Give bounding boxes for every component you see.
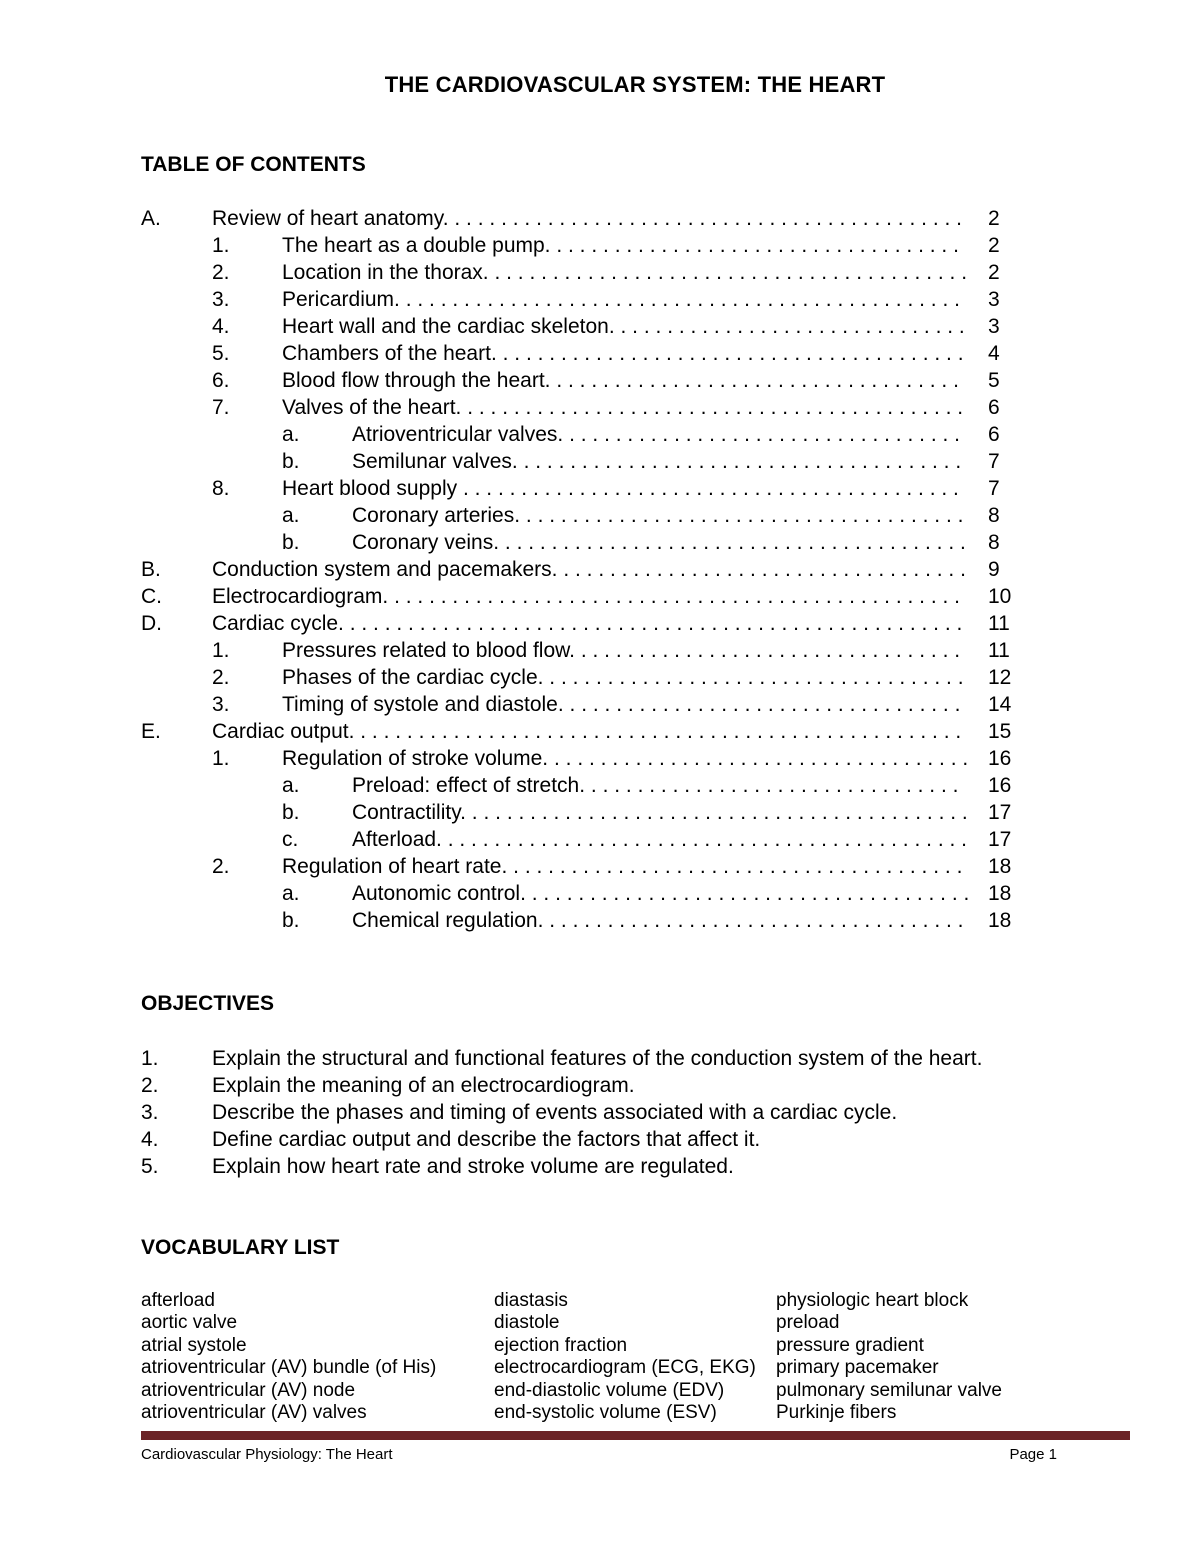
toc-entry xyxy=(141,637,1041,664)
objective-number: 5. xyxy=(141,1155,159,1178)
vocabulary-column xyxy=(141,1290,436,1424)
toc-entry-label: Timing of systole and diastole. . . . . . . . . . . . . . . . . . . . . . . . . . . . . . . . . . . xyxy=(282,693,961,716)
toc-entry-marker: 8. xyxy=(212,477,230,500)
toc-entry-marker: b. xyxy=(282,450,300,473)
toc-entry-page: 7 xyxy=(988,477,1000,500)
objective-number: 1. xyxy=(141,1047,159,1070)
toc-entry xyxy=(141,691,1041,718)
toc-entry-marker: c. xyxy=(282,828,299,851)
toc-entry-marker: 2. xyxy=(212,261,230,284)
toc-entry-page: 16 xyxy=(988,747,1012,770)
toc-entry-page: 14 xyxy=(988,693,1012,716)
toc-entry-page: 10 xyxy=(988,585,1012,608)
vocabulary-term: end-diastolic volume (EDV) xyxy=(494,1379,725,1401)
table-of-contents xyxy=(141,205,1041,934)
toc-entry xyxy=(141,340,1041,367)
objective-text: Describe the phases and timing of events associated with a cardiac cycle. xyxy=(212,1101,898,1124)
toc-entry-page: 2 xyxy=(988,234,1000,257)
vocabulary-term: aortic valve xyxy=(141,1312,238,1334)
vocabulary-term: pressure gradient xyxy=(776,1334,924,1356)
toc-entry-label: Blood flow through the heart. . . . . . . . . . . . . . . . . . . . . . . . . . . . . . . . . . . . xyxy=(282,369,959,392)
toc-entry-page: 17 xyxy=(988,828,1012,851)
toc-entry-page: 11 xyxy=(988,612,1010,635)
vocabulary-term: diastole xyxy=(494,1312,560,1334)
toc-entry-page: 8 xyxy=(988,531,1000,554)
toc-entry-page: 17 xyxy=(988,801,1012,824)
toc-entry-label: Phases of the cardiac cycle. . . . . . . . . . . . . . . . . . . . . . . . . . . . . . . . . . . . . xyxy=(282,666,964,689)
footer-page-number: Page 1 xyxy=(1009,1446,1057,1463)
vocabulary-heading: VOCABULARY LIST xyxy=(141,1236,340,1259)
toc-entry-page: 12 xyxy=(988,666,1012,689)
objective-item xyxy=(141,1072,1141,1099)
toc-entry-label: Conduction system and pacemakers. . . . . . . . . . . . . . . . . . . . . . . . . . . . . . . . . . . . xyxy=(212,558,966,581)
toc-entry-label: Electrocardiogram. . . . . . . . . . . . . . . . . . . . . . . . . . . . . . . . . . . . . . . . . . . . . . . . . . xyxy=(212,585,961,608)
toc-entry-marker: a. xyxy=(282,504,300,527)
objective-text: Explain the meaning of an electrocardiogram. xyxy=(212,1074,635,1097)
vocabulary-term: diastasis xyxy=(494,1290,568,1311)
toc-entry-marker: b. xyxy=(282,909,300,932)
toc-entry-marker: C. xyxy=(141,585,162,608)
toc-entry-page: 6 xyxy=(988,396,1000,419)
toc-entry-label: Semilunar valves. . . . . . . . . . . . . . . . . . . . . . . . . . . . . . . . . . . . . . . xyxy=(352,450,962,473)
vocabulary-term: electrocardiogram (ECG, EKG) xyxy=(494,1357,756,1379)
toc-heading: TABLE OF CONTENTS xyxy=(141,153,366,176)
toc-entry-label: Regulation of stroke volume. . . . . . . . . . . . . . . . . . . . . . . . . . . . . . . . . . . . . xyxy=(282,747,969,770)
objective-text: Define cardiac output and describe the factors that affect it. xyxy=(212,1128,761,1151)
toc-entry-page: 6 xyxy=(988,423,1000,446)
toc-entry-marker: a. xyxy=(282,774,300,797)
vocabulary-column xyxy=(776,1290,1002,1424)
toc-entry-page: 18 xyxy=(988,882,1012,905)
toc-entry xyxy=(141,259,1041,286)
toc-entry xyxy=(141,799,1041,826)
toc-entry-page: 3 xyxy=(988,288,1000,311)
toc-entry xyxy=(141,907,1041,934)
vocabulary-term: physiologic heart block xyxy=(776,1290,969,1311)
vocabulary-term: preload xyxy=(776,1312,840,1334)
toc-entry-label: Pressures related to blood flow. . . . . . . . . . . . . . . . . . . . . . . . . . . . . . . . . . xyxy=(282,639,961,662)
objective-text: Explain how heart rate and stroke volume are regulated. xyxy=(212,1155,734,1178)
toc-entry-marker: 3. xyxy=(212,693,230,716)
vocabulary-term: atrioventricular (AV) valves xyxy=(141,1402,367,1424)
toc-entry-marker: A. xyxy=(141,207,161,230)
toc-entry-marker: B. xyxy=(141,558,161,581)
objective-item xyxy=(141,1126,1141,1153)
toc-entry-label: Chemical regulation. . . . . . . . . . . . . . . . . . . . . . . . . . . . . . . . . . . . . xyxy=(352,909,964,932)
vocabulary-column xyxy=(494,1290,756,1424)
toc-entry-marker: 5. xyxy=(212,342,230,365)
toc-entry xyxy=(141,556,1041,583)
toc-entry-label: Location in the thorax. . . . . . . . . . . . . . . . . . . . . . . . . . . . . . . . . . . . . . . . . . xyxy=(282,261,968,284)
toc-entry-marker: 2. xyxy=(212,666,230,689)
toc-entry-label: Autonomic control. . . . . . . . . . . . . . . . . . . . . . . . . . . . . . . . . . . . . . . xyxy=(352,882,970,905)
toc-entry-label: Chambers of the heart. . . . . . . . . . . . . . . . . . . . . . . . . . . . . . . . . . . . . . . . . xyxy=(282,342,964,365)
vocabulary-term: pulmonary semilunar valve xyxy=(776,1379,1002,1401)
toc-entry-marker: E. xyxy=(141,720,161,743)
toc-entry xyxy=(141,826,1041,853)
toc-entry-marker: 7. xyxy=(212,396,230,419)
toc-entry-label: The heart as a double pump. . . . . . . . . . . . . . . . . . . . . . . . . . . . . . . . . . . . xyxy=(282,234,959,257)
toc-entry xyxy=(141,772,1041,799)
toc-entry-page: 4 xyxy=(988,342,1000,365)
vocabulary-term: atrial systole xyxy=(141,1334,247,1356)
toc-entry-label: Coronary veins. . . . . . . . . . . . . . . . . . . . . . . . . . . . . . . . . . . . . . . . . xyxy=(352,531,966,554)
vocabulary-term: atrioventricular (AV) node xyxy=(141,1379,356,1401)
toc-entry-page: 18 xyxy=(988,909,1012,932)
document-title: THE CARDIOVASCULAR SYSTEM: THE HEART xyxy=(384,72,886,97)
toc-entry-marker: D. xyxy=(141,612,162,635)
toc-entry-label: Heart wall and the cardiac skeleton. . . . . . . . . . . . . . . . . . . . . . . . . . . . . . . xyxy=(282,315,965,338)
toc-entry-label: Review of heart anatomy. . . . . . . . . . . . . . . . . . . . . . . . . . . . . . . . . . . . . . . . . . . . . xyxy=(212,207,962,230)
toc-entry xyxy=(141,421,1041,448)
toc-entry-marker: 1. xyxy=(212,639,230,662)
toc-entry-page: 2 xyxy=(988,207,1000,230)
footer-title: Cardiovascular Physiology: The Heart xyxy=(141,1446,393,1463)
objective-number: 2. xyxy=(141,1074,159,1097)
vocabulary-term: atrioventricular (AV) bundle (of His) xyxy=(141,1357,437,1379)
toc-entry-marker: a. xyxy=(282,423,300,446)
toc-entry-marker: 6. xyxy=(212,369,230,392)
objective-number: 3. xyxy=(141,1101,159,1124)
toc-entry-label: Cardiac output. . . . . . . . . . . . . . . . . . . . . . . . . . . . . . . . . . . . . . . . . . . . . . . . . . . . . xyxy=(212,720,962,743)
toc-entry-page: 11 xyxy=(988,639,1010,662)
toc-entry-page: 18 xyxy=(988,855,1012,878)
toc-entry-marker: b. xyxy=(282,801,300,824)
toc-entry xyxy=(141,367,1041,394)
toc-entry-page: 15 xyxy=(988,720,1012,743)
toc-entry-label: Coronary arteries. . . . . . . . . . . . . . . . . . . . . . . . . . . . . . . . . . . . . . . xyxy=(352,504,964,527)
toc-entry-label: Regulation of heart rate. . . . . . . . . . . . . . . . . . . . . . . . . . . . . . . . . . . . . . . . xyxy=(282,855,963,878)
toc-entry xyxy=(141,745,1041,772)
footer-rule xyxy=(141,1431,1130,1440)
toc-entry xyxy=(141,475,1041,502)
objective-item xyxy=(141,1045,1141,1072)
toc-entry xyxy=(141,502,1041,529)
toc-entry-page: 8 xyxy=(988,504,1000,527)
toc-entry xyxy=(141,286,1041,313)
toc-entry xyxy=(141,664,1041,691)
toc-entry xyxy=(141,205,1041,232)
toc-entry-page: 3 xyxy=(988,315,1000,338)
toc-entry-label: Valves of the heart. . . . . . . . . . . . . . . . . . . . . . . . . . . . . . . . . . . . . . . . . . . . xyxy=(282,396,964,419)
toc-entry-marker: a. xyxy=(282,882,300,905)
toc-entry-label: Contractility. . . . . . . . . . . . . . . . . . . . . . . . . . . . . . . . . . . . . . . . . . . . xyxy=(352,801,968,824)
toc-entry-page: 7 xyxy=(988,450,1000,473)
toc-entry xyxy=(141,448,1041,475)
toc-entry-marker: 1. xyxy=(212,747,230,770)
toc-entry-marker: 1. xyxy=(212,234,230,257)
toc-entry xyxy=(141,610,1041,637)
vocabulary-term: Purkinje fibers xyxy=(776,1402,897,1424)
toc-entry xyxy=(141,313,1041,340)
toc-entry xyxy=(141,232,1041,259)
toc-entry-page: 5 xyxy=(988,369,1000,392)
toc-entry-page: 9 xyxy=(988,558,1000,581)
vocabulary-term: end-systolic volume (ESV) xyxy=(494,1402,717,1424)
toc-entry-page: 16 xyxy=(988,774,1012,797)
objectives-list xyxy=(141,1045,1141,1180)
objectives-heading: OBJECTIVES xyxy=(141,992,275,1015)
toc-entry-marker: 4. xyxy=(212,315,230,338)
toc-entry-label: Pericardium. . . . . . . . . . . . . . . . . . . . . . . . . . . . . . . . . . . . . . . . . . . . . . . . . xyxy=(282,288,960,311)
toc-entry-label: Cardiac cycle. . . . . . . . . . . . . . . . . . . . . . . . . . . . . . . . . . . . . . . . . . . . . . . . . . . . . . xyxy=(212,612,963,635)
toc-entry xyxy=(141,880,1041,907)
toc-entry xyxy=(141,853,1041,880)
toc-entry-marker: 3. xyxy=(212,288,230,311)
toc-entry xyxy=(141,718,1041,745)
toc-entry-marker: b. xyxy=(282,531,300,554)
toc-entry-label: Afterload. . . . . . . . . . . . . . . . . . . . . . . . . . . . . . . . . . . . . . . . . . . . . . xyxy=(352,828,967,851)
objective-item xyxy=(141,1153,1141,1180)
toc-entry-label: Heart blood supply . . . . . . . . . . . . . . . . . . . . . . . . . . . . . . . . . . . . . . . . . . . xyxy=(282,477,959,500)
objective-number: 4. xyxy=(141,1128,159,1151)
toc-entry-label: Atrioventricular valves. . . . . . . . . . . . . . . . . . . . . . . . . . . . . . . . . . . xyxy=(352,423,960,446)
vocabulary-term: afterload xyxy=(141,1290,215,1311)
objective-item xyxy=(141,1099,1141,1126)
toc-entry xyxy=(141,394,1041,421)
vocabulary-term: ejection fraction xyxy=(494,1334,628,1356)
toc-entry-marker: 2. xyxy=(212,855,230,878)
toc-entry-page: 2 xyxy=(988,261,1000,284)
toc-entry-label: Preload: effect of stretch. . . . . . . . . . . . . . . . . . . . . . . . . . . . . . . . . xyxy=(352,774,959,797)
objective-text: Explain the structural and functional features of the conduction system of the heart. xyxy=(212,1047,983,1070)
vocabulary-term: primary pacemaker xyxy=(776,1357,939,1379)
toc-entry xyxy=(141,583,1041,610)
toc-entry xyxy=(141,529,1041,556)
